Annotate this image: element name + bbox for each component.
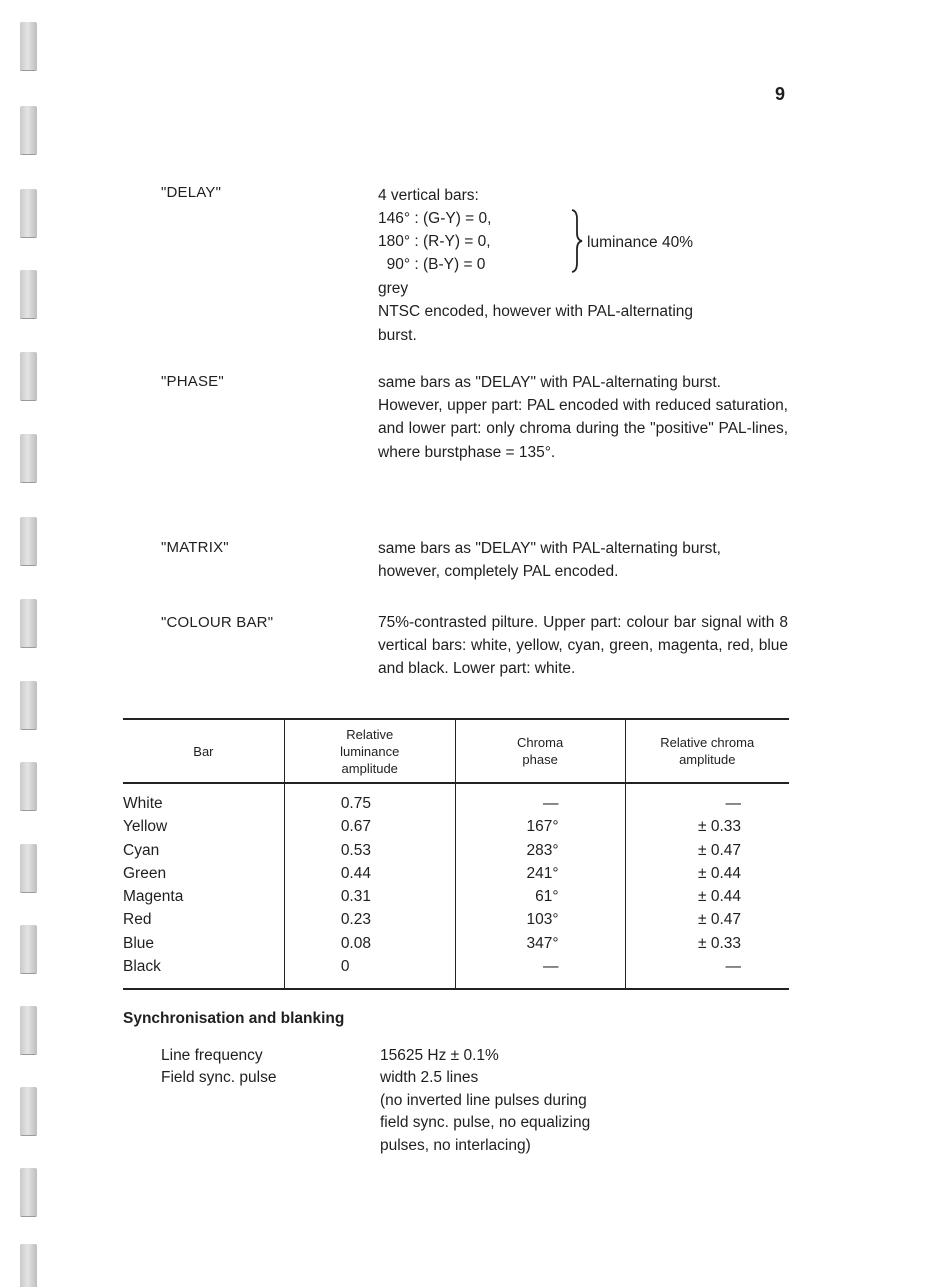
phase-paragraph: However, upper part: PAL encoded with reduced saturation, and lower part: only chroma during the "positive" PAL-lines, where burstphase = 135°. [378, 397, 788, 461]
binder-hole [20, 189, 37, 237]
field-sync-line: width 2.5 lines [380, 1069, 479, 1086]
cell-bar: Yellow [123, 818, 168, 836]
column-header-chroma-amplitude [625, 719, 789, 783]
binder-hole [20, 1244, 37, 1287]
table-row [123, 908, 789, 931]
cell-chroma-phase: 283° [455, 839, 625, 862]
table-row [123, 783, 789, 815]
table-row [123, 955, 789, 989]
curly-brace-icon [568, 207, 584, 275]
cell-chroma-phase: 347° [455, 932, 625, 955]
cell-luminance: 0.08 [284, 932, 455, 955]
sync-label-line-frequency: Line frequency [161, 1047, 263, 1064]
binder-hole [20, 22, 37, 70]
cell-bar: Blue [123, 934, 155, 952]
signal-label-delay: "DELAY" [161, 184, 222, 201]
delay-line: burst. [378, 326, 417, 344]
signal-label-matrix: "MATRIX" [161, 539, 229, 556]
table-row [123, 885, 789, 908]
binder-hole [20, 517, 37, 565]
cell-chroma-amplitude: ± 0.33 [625, 815, 789, 838]
column-header-text: Relative chroma amplitude [660, 735, 755, 767]
cell-chroma-phase: 167° [455, 815, 625, 838]
page-number: 9 [775, 84, 786, 104]
column-header-chroma-phase [455, 719, 625, 783]
equation-line: 146° : (G-Y) = 0, [378, 210, 492, 228]
cell-luminance: 0.44 [284, 862, 455, 885]
table-header-row [123, 719, 789, 783]
cell-chroma-amplitude: ± 0.47 [625, 839, 789, 862]
table-row [123, 932, 789, 955]
binder-hole [20, 925, 37, 973]
cell-chroma-phase: 103° [455, 908, 625, 931]
field-sync-line: (no inverted line pulses during [380, 1091, 587, 1109]
cell-chroma-amplitude: ± 0.44 [625, 862, 789, 885]
cell-luminance: 0 [284, 955, 455, 989]
table-row [123, 862, 789, 885]
cell-bar: Cyan [123, 841, 160, 859]
table-row [123, 815, 789, 838]
field-sync-line: field sync. pulse, no equalizing [380, 1114, 591, 1131]
binder-hole [20, 599, 37, 647]
signal-label-phase: "PHASE" [161, 373, 224, 390]
binder-hole [20, 1006, 37, 1054]
cell-bar: Black [123, 955, 284, 989]
signal-desc-matrix [378, 537, 788, 583]
signal-desc-delay [378, 184, 788, 347]
cell-chroma-phase: — [455, 783, 625, 815]
delay-line: grey [378, 280, 409, 298]
colour-bar-paragraph: 75%-contrasted pilture. Upper part: colour bar signal with 8 vertical bars: white, yellow, cyan, green, magenta, red, blue and black. Lower part: white. [378, 614, 788, 678]
signal-label-colour-bar: "COLOUR BAR" [161, 614, 274, 631]
column-header-luminance [284, 719, 455, 783]
cell-chroma-amplitude: ± 0.44 [625, 885, 789, 908]
cell-luminance: 0.67 [284, 815, 455, 838]
phase-paragraph: same bars as "DELAY" with PAL-alternating burst. [378, 374, 721, 391]
cell-bar: Magenta [123, 888, 184, 906]
sync-label-field-sync: Field sync. pulse [161, 1069, 277, 1086]
section-heading-sync: Synchronisation and blanking [123, 1010, 345, 1027]
cell-luminance: 0.23 [284, 908, 455, 931]
binder-hole [20, 844, 37, 892]
matrix-paragraph: same bars as "DELAY" with PAL-alternating burst, however, completely PAL encoded. [378, 540, 721, 581]
cell-chroma-phase: 241° [455, 862, 625, 885]
delay-line: NTSC encoded, however with PAL-alternating [378, 303, 694, 321]
binder-hole [20, 270, 37, 318]
column-header-text: Chroma phase [516, 735, 564, 767]
equation-line: 90° : (B-Y) = 0 [378, 256, 486, 274]
cell-chroma-amplitude: ± 0.47 [625, 908, 789, 931]
equation-line: 180° : (R-Y) = 0, [378, 233, 491, 251]
signal-desc-phase [378, 371, 788, 464]
cell-chroma-phase: — [455, 955, 625, 989]
sync-value-line-frequency: 15625 Hz ± 0.1% [380, 1047, 499, 1064]
signal-desc-colour-bar [378, 611, 788, 681]
cell-chroma-amplitude: ± 0.33 [625, 932, 789, 955]
cell-bar: White [123, 795, 163, 812]
table-row [123, 839, 789, 862]
field-sync-line: pulses, no interlacing) [380, 1136, 531, 1154]
colour-bar-table [123, 718, 789, 990]
binder-hole [20, 352, 37, 400]
column-header-text: Relative luminance amplitude [340, 726, 400, 776]
cell-bar: Green [123, 864, 167, 882]
cell-chroma-amplitude: — [625, 955, 789, 989]
sync-value-field-sync [380, 1067, 680, 1157]
binder-hole [20, 106, 37, 154]
brace-label: luminance 40% [587, 234, 693, 252]
binder-hole [20, 434, 37, 482]
binder-hole [20, 681, 37, 729]
cell-bar: Red [123, 911, 152, 929]
column-header-bar: Bar [123, 719, 284, 783]
cell-luminance: 0.53 [284, 839, 455, 862]
binder-hole [20, 1087, 37, 1135]
binder-hole [20, 762, 37, 810]
cell-luminance: 0.31 [284, 885, 455, 908]
delay-equations [378, 207, 788, 277]
cell-luminance: 0.75 [284, 783, 455, 815]
delay-intro: 4 vertical bars: [378, 187, 479, 204]
cell-chroma-amplitude: — [625, 783, 789, 815]
binder-hole [20, 1168, 37, 1216]
cell-chroma-phase: 61° [455, 885, 625, 908]
